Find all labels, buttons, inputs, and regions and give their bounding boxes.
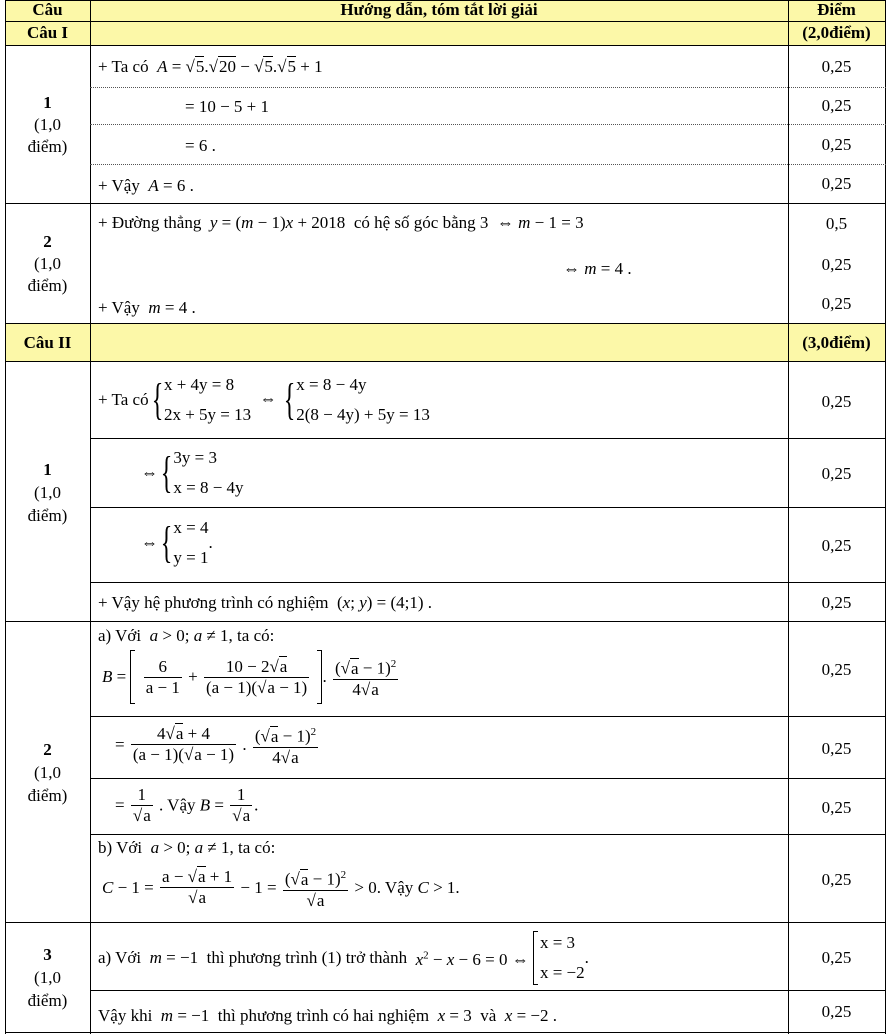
voi-a-label: a) Với: [98, 626, 142, 645]
vay-c-label: . Vậy: [376, 877, 414, 897]
s1-q1-line-4: + Vậy A = 6 .: [98, 176, 194, 195]
s2-q1-line-3: ⇔ { x = 4 y = 1 .: [141, 518, 213, 567]
score-2: 0,25: [821, 96, 852, 115]
score-8: 0,25: [821, 392, 852, 411]
duong-thang-label: + Đường thẳng: [98, 213, 202, 232]
section-1-points: (2,0điểm): [802, 23, 871, 42]
s2-q2-b-intro: b) Với a > 0; a ≠ 1, ta có:: [98, 838, 276, 857]
s2-q2-points-b: điểm): [27, 786, 68, 805]
ta-co-colon-label: , ta có:: [228, 626, 275, 645]
he-so-goc-label: có hệ số góc bằng 3: [353, 213, 489, 232]
va-label: và: [480, 1006, 497, 1025]
s1-q2-number: 2: [43, 232, 52, 251]
score-12: 0,25: [821, 660, 852, 679]
section-1-band: [5, 22, 885, 45]
score-3: 0,25: [821, 135, 852, 154]
s1-q1-number: 1: [43, 93, 52, 112]
score-14: 0,25: [821, 798, 852, 817]
s2-q2-a-intro: a) Với a > 0; a ≠ 1, ta có:: [98, 626, 275, 645]
section-2-title: Câu II: [23, 333, 72, 352]
s2-q2-points-a: (1,0: [34, 763, 61, 782]
vay-label-2: + Vậy: [98, 298, 140, 317]
s2-q1-number: 1: [43, 460, 52, 479]
voi-b-label: b) Với: [98, 838, 143, 857]
s2-q3-line-2: Vậy khi m = −1 thì phương trình có hai nghiệm x = 3 và x = −2 .: [98, 1006, 558, 1025]
score-17: 0,25: [821, 1002, 852, 1021]
s1-q1-points-b: điểm): [27, 137, 68, 156]
s2-q2-number: 2: [43, 740, 52, 759]
s1-q1-line-2: = 10 − 5 + 1: [185, 97, 270, 116]
s2-q2-a-formula-3: = $\frac{1}{√a}$ . Vậy B = $\frac{1}{√a}$ .: [115, 785, 259, 825]
header-diem: Điểm: [817, 0, 856, 19]
section-2-band: [5, 324, 885, 361]
score-15: 0,25: [821, 870, 852, 889]
ta-co-label-2: + Ta có: [98, 390, 149, 409]
vay-short-label: . Vậy: [158, 795, 196, 815]
s1-q2-line-2: ⇔ m = 4 .: [563, 259, 632, 278]
ta-co-label: + Ta có: [98, 57, 149, 76]
s2-q1-line-1: + Ta có { x + 4y = 8 2x + 5y = 13 ⇔ { x = 8 − 4y 2(8 − 4y) + 5y = 13: [98, 375, 430, 424]
s2-q2-a-formula-2: = $\frac{4√a + 4}{(a - 1)(√a - 1)}$ . $\frac{(√a - 1)^2}{4√a}$: [115, 722, 320, 768]
section-2-points: (3,0điểm): [802, 333, 871, 352]
score-11: 0,25: [821, 593, 852, 612]
s2-q1-line-2: ⇔ { 3y = 3 x = 8 − 4y: [141, 448, 244, 497]
header-cau: Câu: [32, 0, 63, 19]
score-16: 0,25: [821, 948, 852, 967]
vay-khi-label: Vậy khi: [98, 1006, 153, 1025]
s2-q1-line-4: + Vậy hệ phương trình có nghiệm (x; y) = (4;1) .: [98, 593, 433, 612]
score-4: 0,25: [821, 174, 852, 193]
score-9: 0,25: [821, 464, 852, 483]
s1-q1-line-3: = 6 .: [185, 136, 216, 155]
s1-q2-points-b: điểm): [27, 276, 68, 295]
s2-q2-b-formula: C − 1 = $\frac{a - √a + 1}{√a}$ − 1 = $\frac{(√a - 1)^2}{√a}$ > 0. Vậy C > 1.: [102, 865, 460, 911]
header-huong-dan: Hướng dẫn, tóm tắt lời giải: [340, 0, 538, 19]
score-13: 0,25: [821, 739, 852, 758]
s1-q1-line-1: + Ta có A = √5.√20 − √5.√5 + 1: [98, 57, 323, 76]
vay-label: + Vậy: [98, 176, 140, 195]
score-1: 0,25: [821, 57, 852, 76]
s1-q1-points-a: (1,0: [34, 115, 61, 134]
s1-q2-line-3: + Vậy m = 4 .: [98, 298, 196, 317]
s2-q1-points-a: (1,0: [34, 483, 61, 502]
s2-q1-points-b: điểm): [27, 506, 68, 525]
score-6: 0,25: [821, 255, 852, 274]
hai-nghiem-label: thì phương trình có hai nghiệm: [217, 1006, 430, 1025]
s1-q2-points-a: (1,0: [34, 254, 61, 273]
score-5: 0,5: [825, 214, 848, 233]
tro-thanh-label: thì phương trình (1) trở thành: [206, 948, 408, 967]
s1-q2-line-1: + Đường thẳng y = (m − 1)x + 2018 có hệ số góc bằng 3 ⇔ m − 1 = 3: [98, 213, 584, 232]
s2-q2-a-formula-1: B = $\frac{6}{a - 1}$ + $\frac{10 - 2√a}{(a - 1)(√a - 1)}$ . $\frac{(√a - 1)^2}{4√a}$: [102, 650, 400, 704]
score-10: 0,25: [821, 536, 852, 555]
s2-q3-line-1: a) Với m = −1 thì phương trình (1) trở thành $x^2 - x - 6 = 0$ ⇔ x = 3 x = −2 .: [98, 928, 589, 988]
ta-co-colon-label-2: , ta có:: [229, 838, 276, 857]
section-1-title: Câu I: [26, 23, 69, 42]
voi-m-label: a) Với: [98, 948, 142, 967]
s2-q3-number: 3: [43, 945, 52, 964]
score-7: 0,25: [821, 294, 852, 313]
s2-q3-points-b: điểm): [27, 991, 68, 1010]
s2-q3-points-a: (1,0: [34, 968, 61, 987]
vay-he-nghiem-label: + Vậy hệ phương trình có nghiệm: [98, 593, 329, 612]
